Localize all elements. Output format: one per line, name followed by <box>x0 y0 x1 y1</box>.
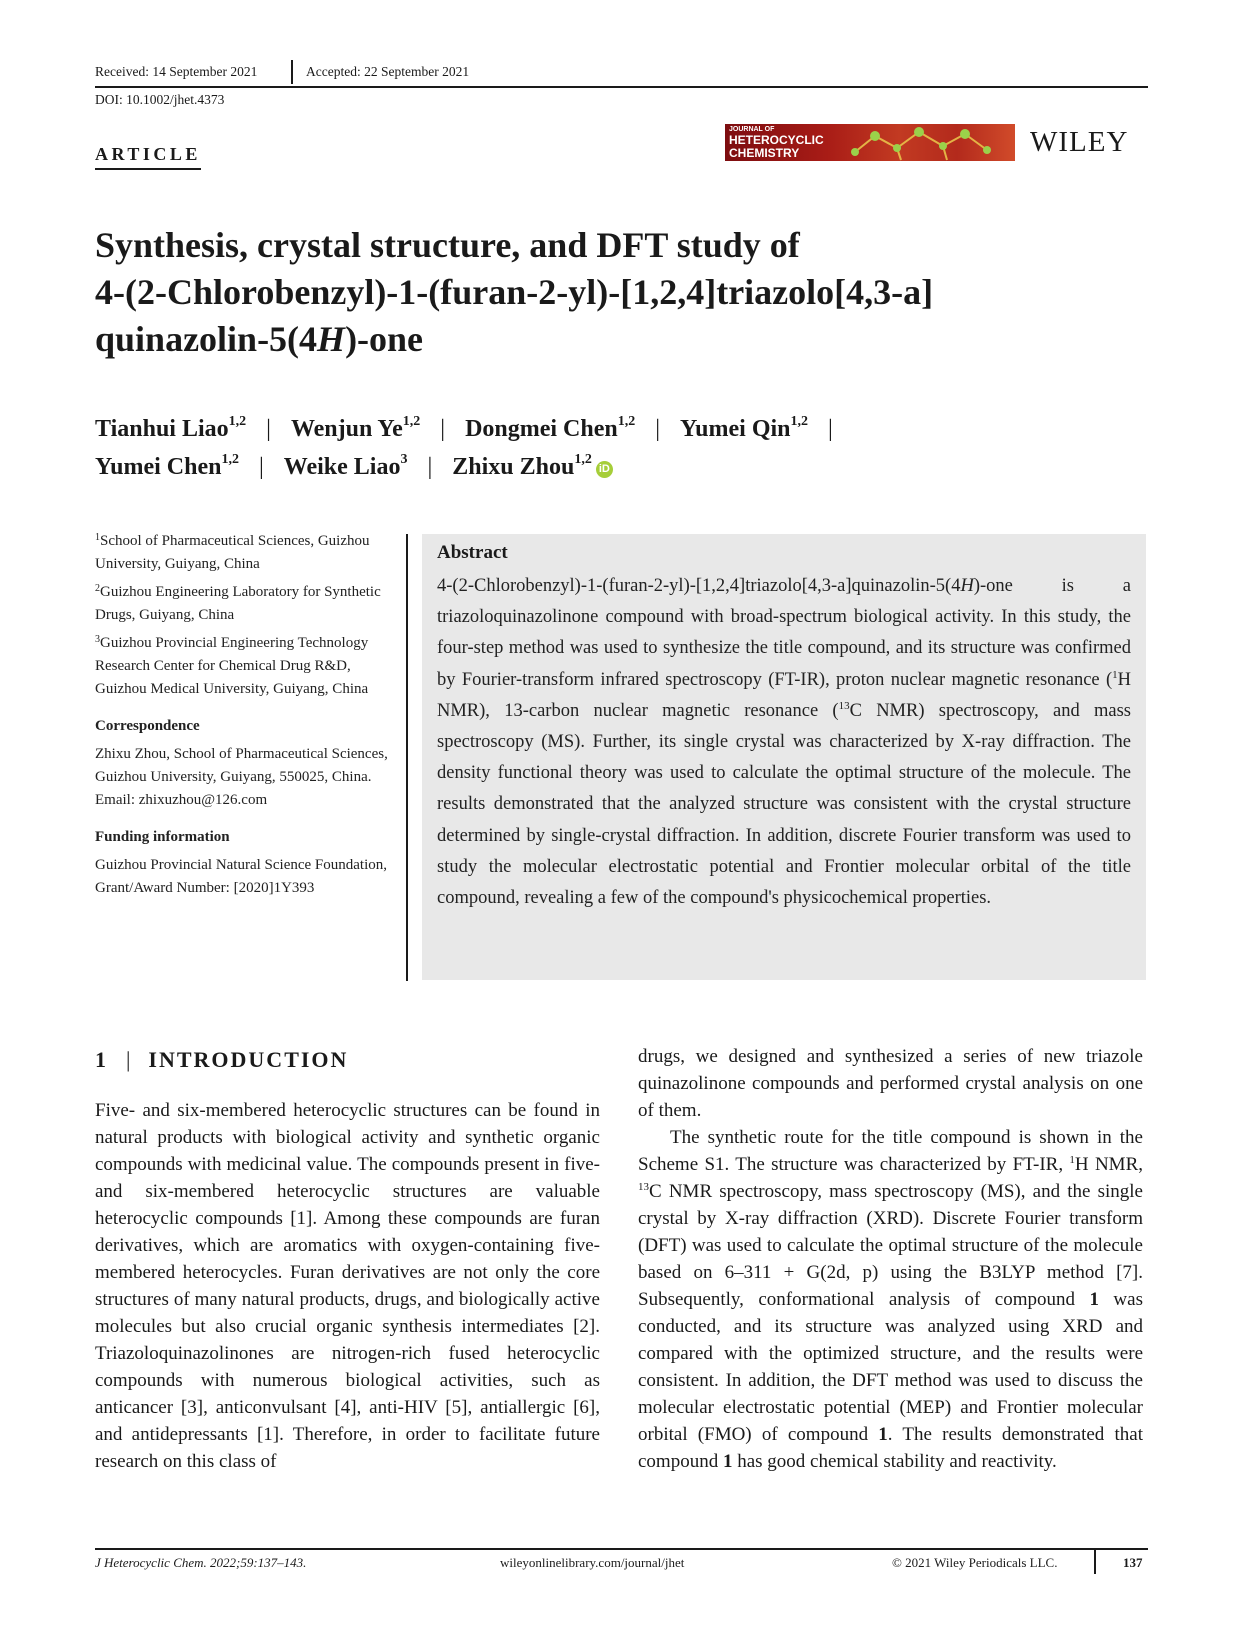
molecule-graphic-icon <box>835 124 1015 161</box>
journal-logo-line2: CHEMISTRY <box>729 146 800 160</box>
journal-logo-line1: HETEROCYCLIC <box>729 133 824 147</box>
intro-right-column <box>638 1043 1143 1475</box>
affiliation: $^3$Guizhou Provincial Engineering Technology Research Center for Chemical Drug R&D, Guizhou Medical University, Guiyang, China <box>95 634 369 697</box>
footer-url[interactable]: wileyonlinelibrary.com/journal/jhet <box>500 1555 685 1570</box>
received-accepted-bar <box>95 60 1148 88</box>
footer-rule <box>95 1548 1148 1550</box>
funding-heading: Funding information <box>95 829 230 845</box>
page-number: 137 <box>1123 1555 1143 1570</box>
publisher-logo[interactable]: WILEY <box>1030 126 1129 158</box>
correspondence-text: Zhixu Zhou, School of Pharmaceutical Sciences, Guizhou University, Guiyang, 550025, China. <box>95 746 388 785</box>
article-title <box>95 222 1155 363</box>
author[interactable]: Weike Liao$^3$ <box>283 452 408 480</box>
section-heading <box>95 1047 348 1073</box>
correspondence-heading: Correspondence <box>95 718 200 734</box>
header-separator <box>291 60 293 84</box>
author-separator: | <box>266 416 271 442</box>
author-row-2 <box>95 448 1155 486</box>
author[interactable]: Wenjun Ye$^{1,2}$ <box>290 414 421 442</box>
journal-logo-small: JOURNAL OF <box>729 126 775 133</box>
author-separator: | <box>655 416 661 442</box>
section-number: 1 <box>95 1047 108 1072</box>
author[interactable]: Zhixu Zhou$^{1,2}$ <box>452 452 592 480</box>
section-bar: | <box>126 1047 131 1072</box>
doi[interactable]: DOI: 10.1002/jhet.4373 <box>95 92 225 107</box>
author-separator: | <box>258 454 264 480</box>
correspondence-email[interactable]: Email: zhixuzhou@126.com <box>95 792 268 808</box>
author-row-1 <box>95 410 1155 448</box>
sidebar-divider <box>406 534 408 981</box>
title-line-2: 4-(2-Chlorobenzyl)-1-(furan-2-yl)-[1,2,4]triazolo[4,3-a] <box>95 272 934 312</box>
funding-text: Guizhou Provincial Natural Science Foundation, Grant/Award Number: [2020]1Y393 <box>95 857 388 896</box>
abstract-text: 4-(2-Chlorobenzyl)-1-(furan-2-yl)-[1,2,4]triazolo[4,3-a]quinazolin-5(4H)-one is a triazoloquinazolinone compound with broad-spectrum biological activity. In this study, the four-step method was used to synthesize the title compound, and its structure was confirmed by Fourier-transform infrared spectroscopy (FT-IR), proton nuclear magnetic resonance ($^1$H NMR), 13-carbon nuclear magnetic resonance ($^{13}$C NMR) spectroscopy, and mass spectroscopy (MS). Further, its single crystal was characterized by X-ray diffraction. The density functional theory was used to calculate the optimal structure of the molecule. The results demonstrated that the analyzed structure was consistent with the crystal structure determined by single-crystal diffraction. In addition, discrete Fourier transform was used to study the molecular electrostatic potential and Frontier molecular orbital of the title compound, revealing a few of the compound's physicochemical properties. <box>437 576 1132 909</box>
section-title: INTRODUCTION <box>148 1047 349 1072</box>
footer-citation: J Heterocyclic Chem. 2022;59:137–143. <box>95 1555 307 1570</box>
author[interactable]: Dongmei Chen$^{1,2}$ <box>465 414 636 442</box>
author-separator: | <box>828 416 833 442</box>
journal-logo[interactable] <box>725 124 1015 161</box>
affiliation: $^2$Guizhou Engineering Laboratory for Synthetic Drugs, Guiyang, China <box>95 583 381 623</box>
article-type-label: ARTICLE <box>95 144 201 170</box>
orcid-icon[interactable]: iD <box>596 461 613 478</box>
author[interactable]: Tianhui Liao$^{1,2}$ <box>95 414 247 442</box>
accepted-date: Accepted: 22 September 2021 <box>306 64 470 79</box>
abstract-box <box>422 534 1146 980</box>
author-separator: | <box>440 416 446 442</box>
footer-separator <box>1094 1548 1096 1574</box>
author[interactable]: Yumei Chen$^{1,2}$ <box>95 452 239 480</box>
intro-paragraph: The synthetic route for the title compound is shown in the Scheme S1. The structure was characterized by FT-IR, $^1$H NMR, $^{13}$C NMR spectroscopy, mass spectroscopy (MS), and the single crystal by X-ray diffraction (XRD). Discrete Fourier transform (DFT) was used to calculate the optimal structure of the molecule based on 6–311 + G(2d, p) using the B3LYP method [7]. Subsequently, conformational analysis of compound 1 was conducted, and its structure was analyzed using XRD and compared with the optimized structure, and the results were consistent. In addition, the DFT method was used to discuss the molecular electrostatic potential (MEP) and Frontier molecular orbital (FMO) of compound 1. The results demonstrated that compound 1 has good chemical stability and reactivity. <box>638 1127 1143 1472</box>
intro-left-column <box>95 1097 600 1475</box>
footer-copyright: © 2021 Wiley Periodicals LLC. <box>892 1555 1058 1570</box>
intro-paragraph: Five- and six-membered heterocyclic structures can be found in natural products with biological activity and synthetic organic compounds with medicinal value. The compounds present in five- and six-membered heterocyclic structures are valuable heterocyclic compounds [1]. Among these compounds are furan derivatives, which are aromatics with oxygen-containing five-membered heterocycles. Furan derivatives are not only the core structures of many natural products, drugs, and biologically active molecules but also crucial organic synthesis intermediates [2]. Triazoloquinazolinones are nitrogen-rich fused heterocyclic compounds with numerous biological activities, such as anticancer [3], anticonvulsant [4], anti-HIV [5], antiallergic [6], and antidepressants [1]. Therefore, in order to facilitate future research on this class of <box>95 1100 600 1472</box>
author[interactable]: Yumei Qin$^{1,2}$ <box>680 414 809 442</box>
intro-paragraph: drugs, we designed and synthesized a series of new triazole quinazolinone compounds and performed crystal analysis on one of them. <box>638 1046 1143 1121</box>
received-date: Received: 14 September 2021 <box>95 64 258 79</box>
title-line-1: Synthesis, crystal structure, and DFT study of <box>95 225 800 265</box>
article-info-sidebar <box>95 530 395 905</box>
affiliation: $^1$School of Pharmaceutical Sciences, Guizhou University, Guiyang, China <box>95 532 370 572</box>
author-list <box>95 410 1155 486</box>
abstract-heading: Abstract <box>437 542 508 563</box>
title-line-3: quinazolin-5(4H)-one <box>95 319 424 359</box>
author-separator: | <box>427 454 433 480</box>
